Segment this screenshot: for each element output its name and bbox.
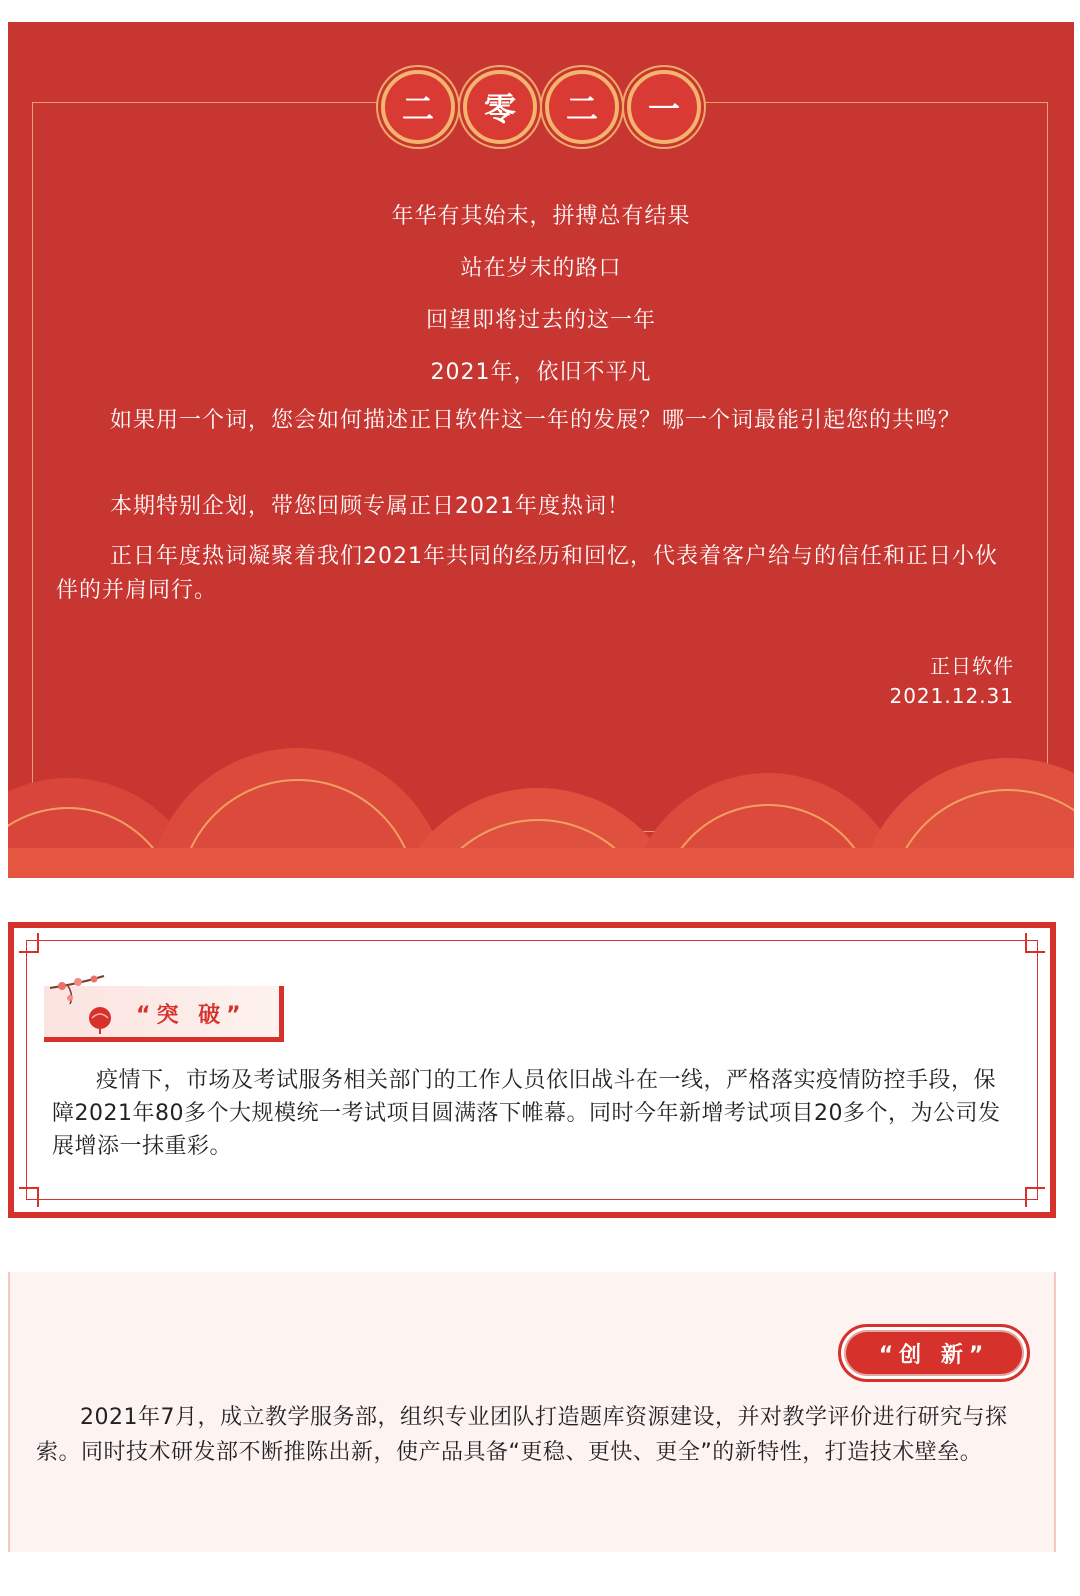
breakthrough-title: “突 破” bbox=[136, 1003, 247, 1028]
intro-card bbox=[8, 22, 1074, 878]
innovation-tag bbox=[838, 1324, 1030, 1382]
year-char-badge: 零 bbox=[463, 70, 537, 144]
year-char-badge: 二 bbox=[381, 70, 455, 144]
breakthrough-text: 疫情下，市场及考试服务相关部门的工作人员依旧战斗在一线，严格落实疫情防控手段，保障2021年80多个大规模统一考试项目圆满落下帷幕。同时今年新增考试项目20多个，为公司发展增添一抹重彩。 bbox=[52, 1068, 1001, 1159]
intro-poem bbox=[8, 200, 1074, 408]
plum-blossom-icon bbox=[48, 974, 138, 1034]
year-badges bbox=[8, 70, 1074, 144]
year-char-badge: 二 bbox=[545, 70, 619, 144]
year-char-badge: 一 bbox=[627, 70, 701, 144]
innovation-section bbox=[8, 1272, 1056, 1552]
intro-paragraph: 本期特别企划，带您回顾专属正日2021年度热词！ bbox=[110, 494, 630, 519]
intro-line: 2021年，依旧不平凡 bbox=[430, 360, 652, 385]
breakthrough-tag bbox=[44, 986, 284, 1042]
intro-paragraph: 正日年度热词凝聚着我们2021年共同的经历和回忆，代表着客户给与的信任和正日小伙伴的并肩同行。 bbox=[56, 544, 998, 603]
wave-decoration bbox=[8, 748, 1074, 878]
intro-line: 回望即将过去的这一年 bbox=[425, 308, 656, 333]
intro-line: 年华有其始末，拼搏总有结果 bbox=[391, 204, 691, 229]
innovation-title: “创 新” bbox=[878, 1342, 990, 1368]
breakthrough-section bbox=[8, 922, 1056, 1218]
intro-paragraph: 如果用一个词，您会如何描述正日软件这一年的发展？哪一个词最能引起您的共鸣？ bbox=[110, 408, 962, 433]
innovation-text: 2021年7月，成立教学服务部，组织专业团队打造题库资源建设，并对教学评价进行研究与探索。同时技术研发部不断推陈出新，使产品具备“更稳、更快、更全”的新特性，打造技术壁垒。 bbox=[36, 1405, 1008, 1465]
intro-line: 站在岁末的路口 bbox=[460, 256, 622, 281]
signature: 正日软件 bbox=[930, 654, 1014, 678]
signature-date: 2021.12.31 bbox=[889, 684, 1014, 708]
